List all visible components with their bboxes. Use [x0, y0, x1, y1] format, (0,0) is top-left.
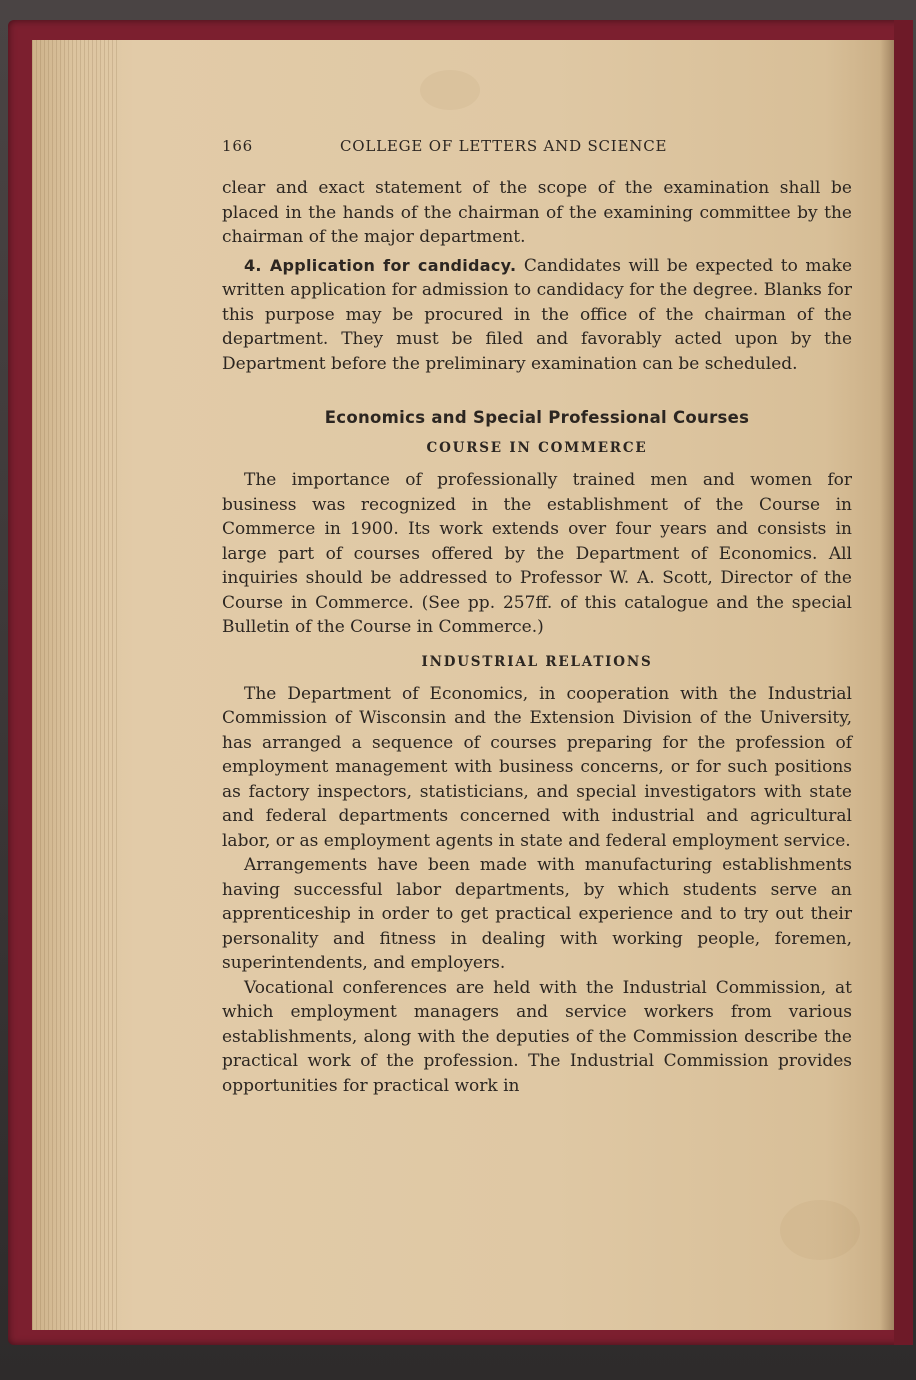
- page-content: [222, 134, 852, 1098]
- intro-paragraph: clear and exact statement of the scope of the examination shall be placed in the hands of the chairman of the examining committee by the chairman of the major department.: [222, 178, 852, 247]
- application-text: Candidates will be expected to make written application for admission to candidacy for the degree. Blanks for this purpose may be procured in the office of the chairman of the department. They must be filed and favorably acted upon by the Department before the preliminary examination can be scheduled.: [222, 255, 853, 374]
- commerce-paragraph: The importance of professionally trained men and women for business was recognized in the establishment of the Course in Commerce in 1900. Its work extends over four years and consists in large part of courses offered by the Department of Economics. All inquiries should be addressed to Professor W. A. Scott, Director of the Course in Commerce. (See pp. 257ff. of this catalogue and the special Bulletin of the Course in Commerce.): [222, 470, 852, 637]
- application-heading: 4. Application for candidacy.: [244, 255, 517, 275]
- application-paragraph: [222, 254, 852, 377]
- paper-stain: [420, 70, 480, 110]
- industrial-paragraph-3: Vocational conferences are held with the Industrial Commission, at which employment managers and service workers from various establishments, along with the deputies of the Commission describe the practical work of the profession. The Industrial Commission provides opportunities for practical work in: [222, 977, 852, 1096]
- section-title: Economics and Special Professional Courses: [324, 408, 750, 427]
- industrial-paragraph-1: The Department of Economics, in cooperation with the Industrial Commission of Wisconsin and the Extension Division of the University, has arranged a sequence of courses preparing for the profession of employment management with business concerns, or for such positions as factory inspectors, statisticians, and special investigators with state and federal departments concerned with industrial and agricultural labor, or as employment agents in state and federal employment service.: [222, 683, 852, 851]
- cover-edge: [894, 20, 913, 1345]
- running-title: COLLEGE OF LETTERS AND SCIENCE: [340, 137, 668, 155]
- page-edges: [32, 40, 120, 1330]
- running-header: [222, 134, 852, 158]
- commerce-title: COURSE IN COMMERCE: [426, 440, 648, 456]
- industrial-paragraph-2: Arrangements have been made with manufacturing establishments having successful labor departments, by which students serve an apprenticeship in order to get practical experience and to try out their personality and fitness in dealing with working people, foremen, superintendents, and employers.: [222, 855, 852, 973]
- paper-stain: [780, 1200, 860, 1260]
- page-number: 166: [222, 137, 254, 155]
- industrial-title: INDUSTRIAL RELATIONS: [421, 653, 653, 670]
